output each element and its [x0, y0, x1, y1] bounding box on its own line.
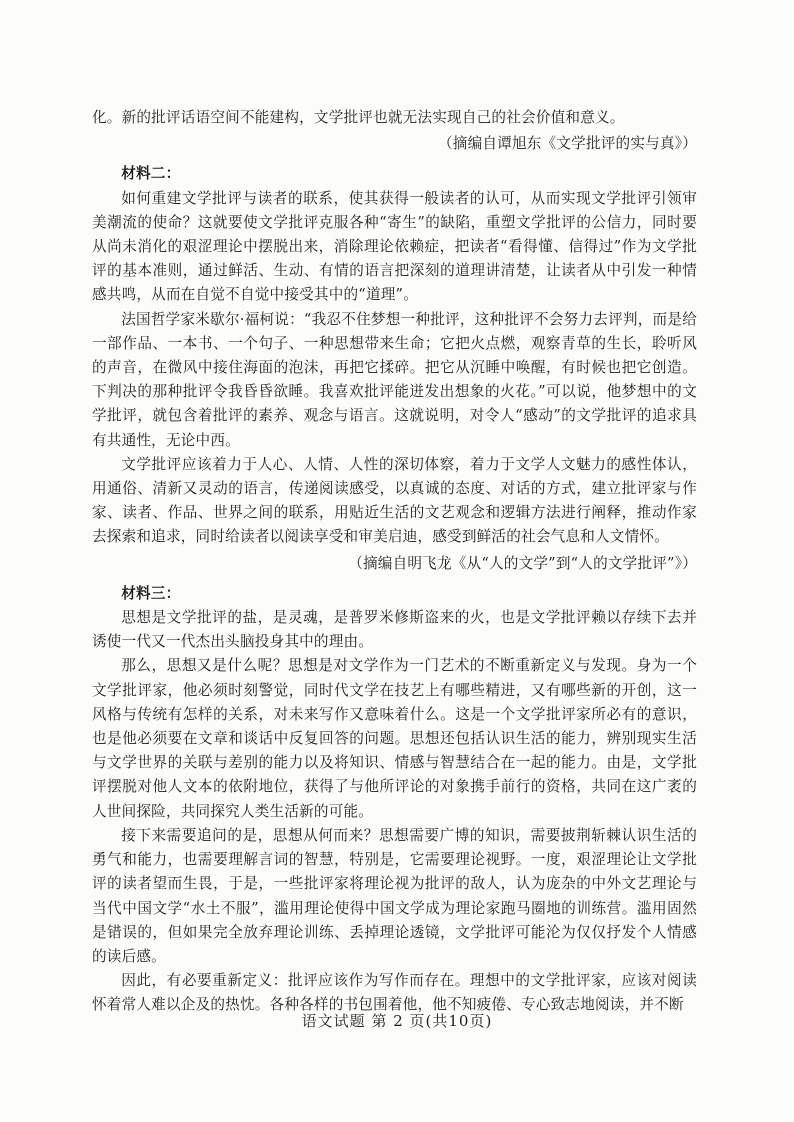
section-heading-material-3: 材料三： [121, 584, 181, 602]
page-footer: 语文试题 第 2 页(共10页) [301, 1012, 493, 1030]
source-citation-1: （摘编自谭旭东《文学批评的实与真》） [438, 135, 697, 153]
paragraph-material-3-3: 接下来需要追问的是，思想从何而来？思想需要广博的知识，需要披荆斩棘认识生活的勇气和能力，也需要理解言词的智慧，特别是，它需要理论视野。一度，艰涩理论让文学批评的读者望而生畏，于是，一些批评家将理论视为批评的敌人，认为庞杂的中外文艺理论与当代中国文学“水土不服”，滥用理论使得中国文学成为理论家跑马圈地的训练营。滥用固然是错误的，但如果完全放弃理论训练、丢掉理论透镜，文学批评可能沦为仅仅抒发个人情感的读后感。 [92, 826, 697, 965]
paragraph-material-2-1: 如何重建文学批评与读者的联系，使其获得一般读者的认可，从而实现文学批评引领审美潮流的使命？这就要使文学批评克服各种“寄生”的缺陷，重塑文学批评的公信力，同时要从尚未消化的艰涩理论中摆脱出来，消除理论依赖症，把读者“看得懂、信得过”作为文学批评的基本准则，通过鲜活、生动、有情的语言把深刻的道理讲清楚，让读者从中引发一种情感共鸣，从而在自觉不自觉中接受其中的“道理”。 [92, 189, 697, 304]
paragraph-continuation: 化。新的批评话语空间不能建构，文学批评也就无法实现自己的社会价值和意义。 [92, 109, 625, 126]
paragraph-material-3-2: 那么，思想又是什么呢？思想是对文学作为一门艺术的不断重新定义与发现。身为一个文学批评家，他必须时刻警觉，同时代文学在技艺上有哪些精进，又有哪些新的开创，这一风格与传统有怎样的关系，对未来写作又意味着什么。这是一个文学批评家所必有的意识，也是他必须要在文章和谈话中反复回答的问题。思想还包括认识生活的能力，辨别现实生活与文学世界的关联与差别的能力以及将知识、情感与智慧结合在一起的能力。由是，文学批评摆脱对他人文本的依附地位，获得了与他所评论的对象携手前行的资格，共同在这广袤的人世间探险，共同探究人类生活新的可能。 [92, 657, 697, 820]
page-body [92, 106, 697, 1018]
paragraph-material-3-1: 思想是文学批评的盐，是灵魂，是普罗米修斯盗来的火，也是文学批评赖以存续下去并诱使一代又一代杰出头脑投身其中的理由。 [92, 609, 697, 651]
section-heading-material-2: 材料二： [121, 165, 181, 183]
paragraph-material-3-4: 因此，有必要重新定义：批评应该作为写作而存在。理想中的文学批评家，应该对阅读怀着常人难以企及的热忱。各种各样的书包围着他，他不知疲倦、专心致志地阅读，并不断 [92, 972, 697, 1014]
source-citation-2: （摘编自明飞龙《从“人的文学”到“人的文学批评”》） [348, 554, 697, 572]
paragraph-material-2-2: 法国哲学家米歇尔·福柯说：“我忍不住梦想一种批评，这种批评不会努力去评判，而是给一部作品、一本书、一个句子、一种思想带来生命；它把火点燃，观察青草的生长，聆听风的声音，在微风中接住海面的泡沫，再把它揉碎。把它从沉睡中唤醒，有时候也把它创造。下判决的那种批评令我昏昏欲睡。我喜欢批评能迸发出想象的火花。”可以说，他梦想中的文学批评，就包含着批评的素养、观念与语言。这就说明，对令人“感动”的文学批评的追求具有共通性，无论中西。 [92, 310, 697, 449]
paragraph-material-2-3: 文学批评应该着力于人心、人情、人性的深切体察，着力于文学人文魅力的感性体认，用通俗、清新又灵动的语言，传递阅读感受，以真诚的态度、对话的方式，建立批评家与作家、读者、作品、世界之间的联系，用贴近生活的文艺观念和逻辑方法进行阐释，推动作家去探索和追求，同时给读者以阅读享受和审美启迪，感受到鲜活的社会气息和人文情怀。 [92, 455, 697, 546]
